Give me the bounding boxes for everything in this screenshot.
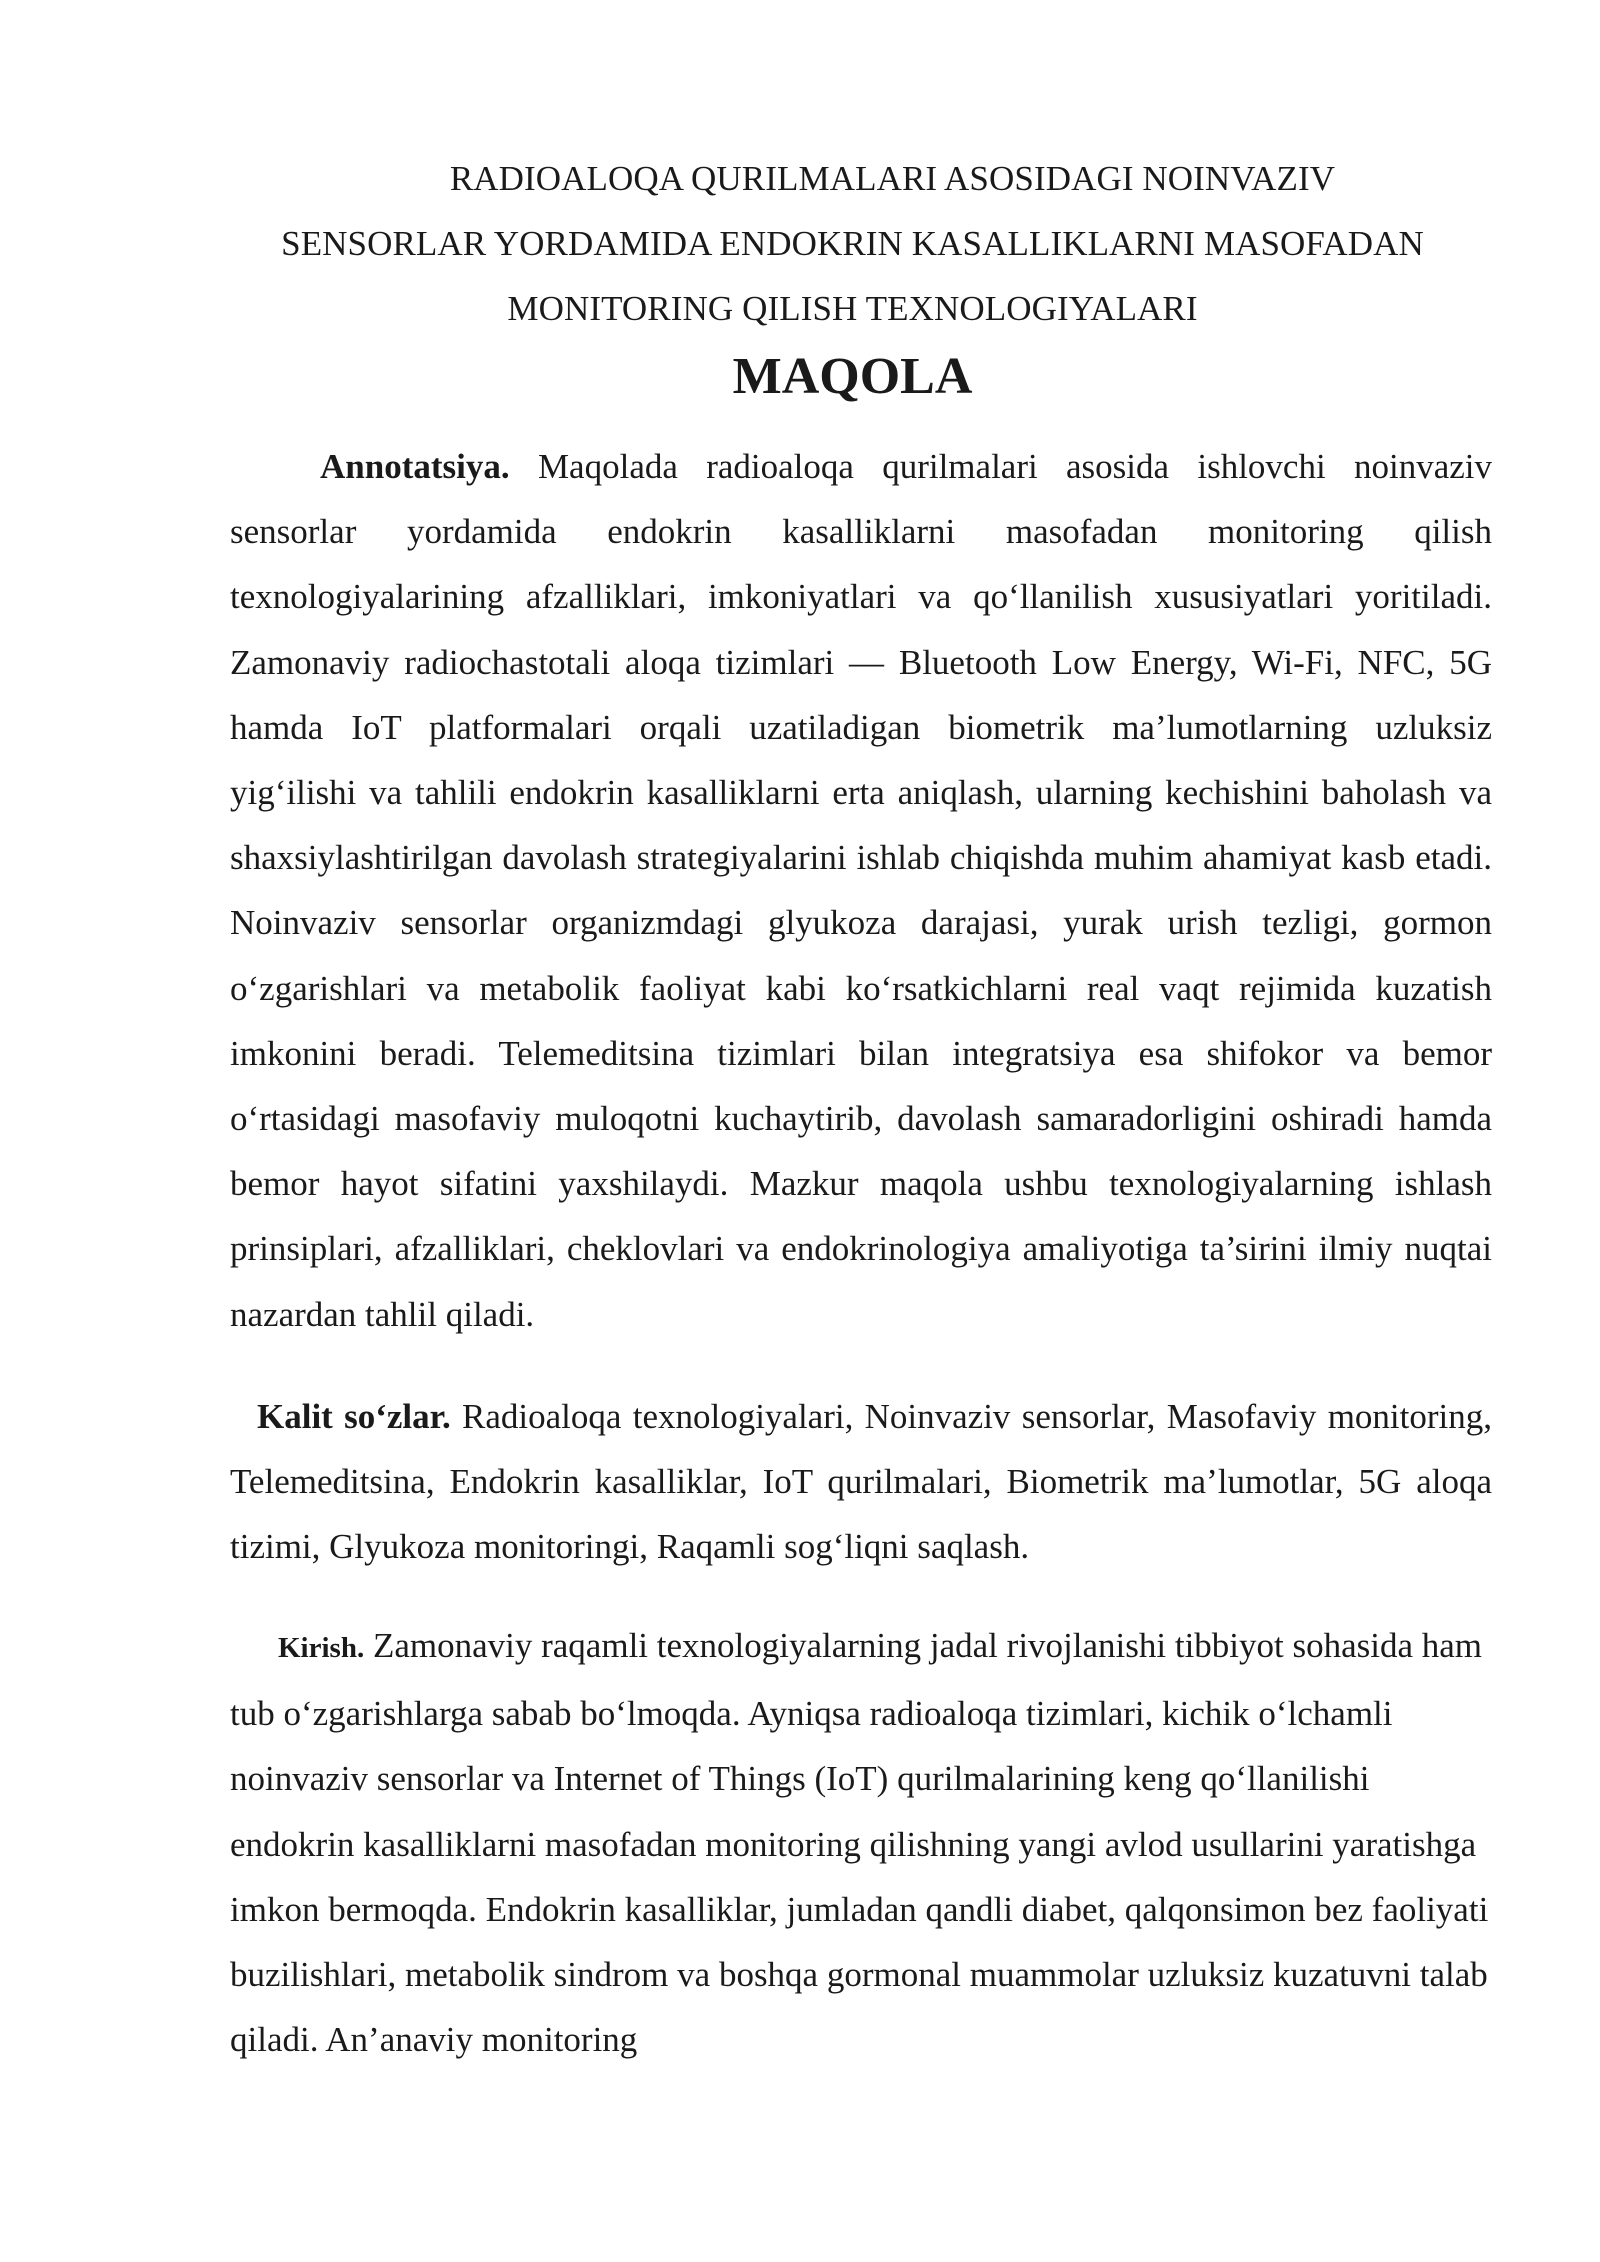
- section-heading: MAQOLA: [732, 348, 973, 405]
- keywords-label: Kalit so‘zlar.: [257, 1397, 451, 1436]
- title-line-2: SENSORLAR YORDAMIDA ENDOKRIN KASALLIKLARNI MASOFADAN: [281, 224, 1424, 263]
- introduction-text: Zamonaviy raqamli texnologiyalarning jadal rivojlanishi tibbiyot sohasida ham tub o‘zgarishlarga sabab bo‘lmoqda. Ayniqsa radioaloqa tizimlari, kichik o‘lchamli noinvaziv sensorlar va Internet of Things (IoT) qurilmalarining keng qo‘llanilishi endokrin kasalliklarni masofadan monitoring qilishning yangi avlod usullarini yaratishga imkon bermoqda. Endokrin kasalliklar, jumladan qandli diabet, qalqonsimon bez faoliyati buzilishlari, metabolik sindrom va boshqa gormonal muammolar uzluksiz kuzatuvni talab qiladi. An’anaviy monitoring: [230, 1626, 1489, 2060]
- abstract-paragraph: [230, 434, 1492, 1347]
- abstract-text: Maqolada radioaloqa qurilmalari asosida ishlovchi noinvaziv sensorlar yordamida endokrin kasalliklarni masofadan monitoring qilish texnologiyalarining afzalliklari, imkoniyatlari va qo‘llanilish xususiyatlari yoritiladi. Zamonaviy radiochastotali aloqa tizimlari — Bluetooth Low Energy, Wi-Fi, NFC, 5G hamda IoT platformalari orqali uzatiladigan biometrik ma’lumotlarning uzluksiz yig‘ilishi va tahlili endokrin kasalliklarni erta aniqlash, ularning kechishini baholash va shaxsiylashtirilgan davolash strategiyalarini ishlab chiqishda muhim ahamiyat kasb etadi. Noinvaziv sensorlar organizmdagi glyukoza darajasi, yurak urish tezligi, gormon o‘zgarishlari va metabolik faoliyat kabi ko‘rsatkichlarni real vaqt rejimida kuzatish imkonini beradi. Telemeditsina tizimlari bilan integratsiya esa shifokor va bemor o‘rtasidagi masofaviy muloqotni kuchaytirib, davolash samaradorligini oshiradi hamda bemor hayot sifatini yaxshilaydi. Mazkur maqola ushbu texnologiyalarning ishlash prinsiplari, afzalliklari, cheklovlari va endokrinologiya amaliyotiga ta’sirini ilmiy nuqtai nazardan tahlil qiladi.: [230, 447, 1492, 1334]
- article-title: [230, 146, 1475, 341]
- title-line-3: MONITORING QILISH TEXNOLOGIYALARI: [507, 289, 1198, 328]
- introduction-label: Kirish.: [278, 1632, 365, 1664]
- introduction-paragraph: [230, 1613, 1492, 2072]
- abstract-label: Annotatsiya.: [320, 447, 510, 486]
- title-line-1: RADIOALOQA QURILMALARI ASOSIDAGI NOINVAZIV: [449, 159, 1336, 198]
- keywords-paragraph: [230, 1384, 1492, 1580]
- keywords-text: Radioaloqa texnologiyalari, Noinvaziv sensorlar, Masofaviy monitoring, Telemeditsina, Endokrin kasalliklar, IoT qurilmalari, Biometrik ma’lumotlar, 5G aloqa tizimi, Glyukoza monitoringi, Raqamli sog‘liqni saqlash.: [230, 1397, 1492, 1567]
